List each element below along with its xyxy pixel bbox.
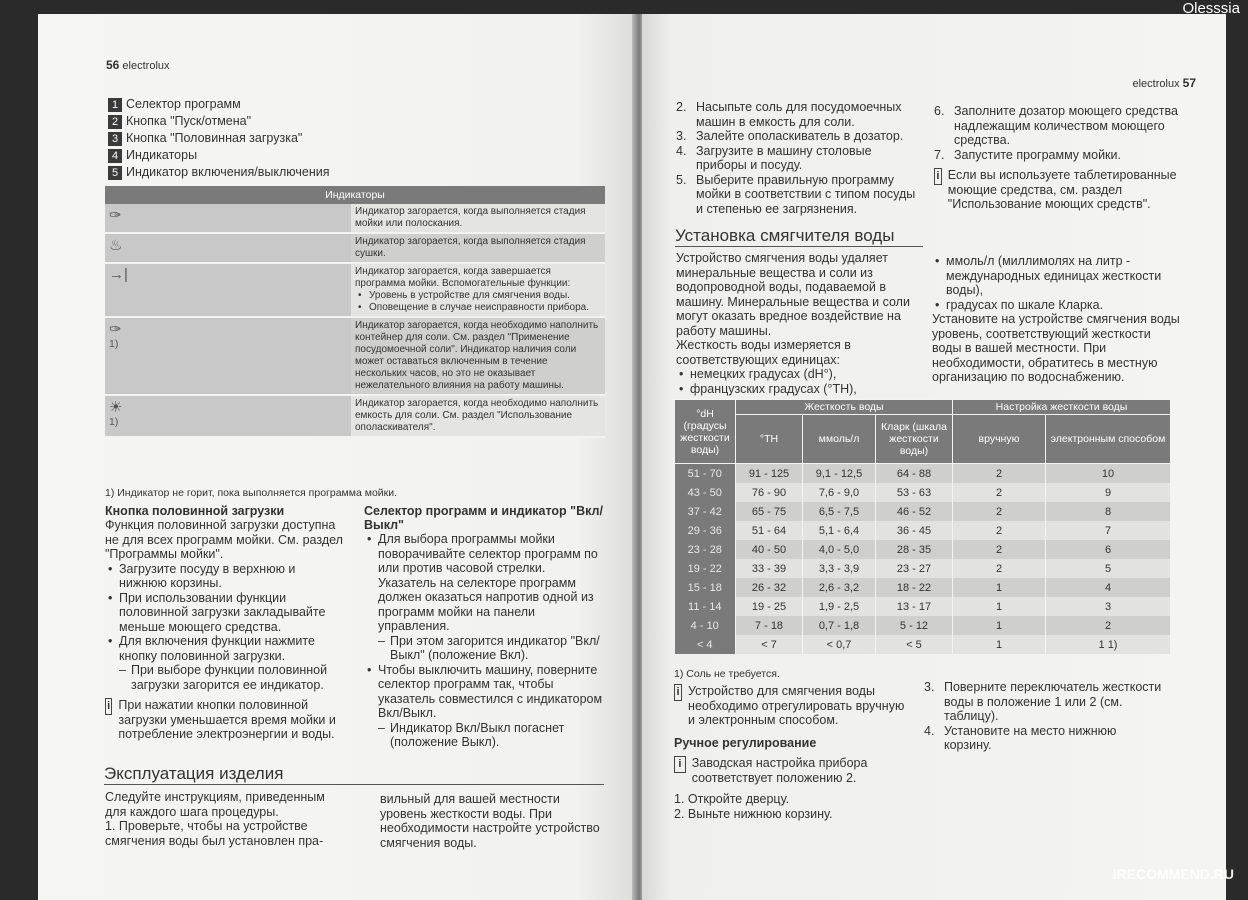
info-text: При нажатии кнопки половинной загрузки уменьшается время мойки и потребление электроэнергии и воды. — [118, 698, 336, 741]
indicator-icon-cell — [105, 263, 351, 317]
legend-label: Индикаторы — [126, 148, 198, 162]
step-text: Насыпьте соль для посудомоечных машин в емкость для соли. — [696, 100, 902, 129]
indicator-text: Индикатор загорается, когда выполняется стадия мойки или полоскания. — [355, 206, 586, 229]
table-cell: 4 — [1046, 578, 1171, 597]
site-watermark: iRECOMMEND.RU — [1112, 866, 1234, 882]
indicator-text: Индикатор загорается, когда выполняется стадия сушки. — [355, 236, 586, 259]
table-row — [675, 483, 1171, 502]
list-item: • Оповещение в случае неисправности прибора. — [369, 302, 601, 314]
col-electronic: электронным способом — [1046, 415, 1171, 464]
info-icon: i — [105, 698, 112, 715]
table-cell: 19 - 25 — [736, 597, 803, 616]
step-text: Выберите правильную программу мойки в соответствии с типом посуды и степенью ее загрязнения. — [696, 172, 916, 216]
indicator-text-cell — [351, 204, 605, 233]
table-row — [675, 559, 1171, 578]
table-cell: 1 — [953, 616, 1046, 635]
table-cell: 4 - 10 — [675, 616, 736, 635]
table-row — [105, 317, 605, 395]
legend-label: Индикатор включения/выключения — [126, 165, 330, 179]
indicator-text: Индикатор загорается, когда необходимо наполнить контейнер для соли. См. раздел "Применение посудомоечной соли". Индикатор наличия соли может оставаться включенным в течение нескольких часов, но это не оказывает нежелательного влияния на работу машины. — [355, 320, 599, 391]
table-cell: 76 - 90 — [736, 483, 803, 502]
dash-item: – При этом загорится индикатор "Вкл/Выкл" (положение Вкл). — [378, 634, 604, 663]
softener-left-col — [676, 251, 914, 396]
paragraph: Установите на устройстве смягчения воды уровень, соответствующий жесткости воды в вашей местности. При необходимости, обратитесь в местную организацию по водоснабжению. — [932, 312, 1180, 384]
step-number: 5. — [676, 172, 687, 187]
step — [934, 104, 1184, 148]
table-row — [105, 233, 605, 263]
indicator-icon: ✑ — [109, 321, 122, 338]
legend-label: Кнопка "Половинная загрузка" — [126, 131, 303, 145]
list-item: • ммоль/л (миллимолях на литр - международных единицах жесткости воды), — [946, 254, 1182, 298]
list-item: • При использовании функции половинной загрузки закладывайте меньше моющего средства. — [119, 591, 345, 635]
table-cell: 1,9 - 2,5 — [803, 597, 876, 616]
table-cell: 29 - 36 — [675, 521, 736, 540]
indicator-text-cell — [351, 317, 605, 395]
table-cell: 2 — [953, 464, 1046, 484]
list-item: • французских градусах (°TH), — [690, 382, 914, 397]
info-icon: i — [934, 168, 942, 185]
legend-item — [108, 113, 330, 130]
table-cell: < 7 — [736, 635, 803, 654]
table-cell: 9 — [1046, 483, 1171, 502]
table-cell: 40 - 50 — [736, 540, 803, 559]
table-cell: 3 — [1046, 597, 1171, 616]
table-cell: 7,6 - 9,0 — [803, 483, 876, 502]
indicator-icon-cell — [105, 233, 351, 263]
table-cell: 23 - 28 — [675, 540, 736, 559]
indicator-text: Индикатор загорается, когда необходимо наполнить емкость для соли. См. раздел "Использование ополаскивателя". — [355, 398, 599, 433]
left-page — [38, 14, 636, 900]
col-th: °TH — [736, 415, 803, 464]
info-text: Устройство для смягчения воды необходимо отрегулировать вручную и электронным способом. — [688, 684, 905, 727]
info-icon: i — [674, 756, 686, 773]
legend-label: Кнопка "Пуск/отмена" — [126, 114, 252, 128]
step-text: Загрузите в машину столовые приборы и посуду. — [696, 143, 872, 172]
operation-right-col: вильный для вашей местности уровень жесткости воды. При необходимости настройте устройство смягчения воды. — [380, 792, 600, 850]
right-page — [642, 14, 1226, 900]
table-row — [675, 578, 1171, 597]
table-cell: 2 — [1046, 616, 1171, 635]
step-number: 3. — [676, 129, 687, 143]
legend-number: 3 — [108, 132, 122, 146]
table-cell: 6 — [1046, 540, 1171, 559]
table-cell: 2 — [953, 502, 1046, 521]
table-cell: 23 - 27 — [876, 559, 953, 578]
bullet-list — [364, 663, 604, 721]
dash-item: – При выборе функции половинной загрузки загорится ее индикатор. — [119, 663, 345, 692]
paragraph: Жесткость воды измеряется в соответствующих единицах: — [676, 338, 851, 367]
step — [934, 148, 1184, 163]
step-number: 3. — [924, 680, 935, 694]
step — [924, 680, 1164, 724]
list-item: • Для выбора программы мойки поворачивайте селектор программ по или против часовой стрелки. Указатель на селекторе программ должен оказаться напротив одной из программ мойки на панели управления. — [378, 532, 604, 634]
indicator-icon-cell — [105, 204, 351, 233]
table-footnote: 1) Соль не требуется. — [674, 668, 780, 680]
legend-list — [108, 96, 330, 181]
table-cell: 51 - 64 — [736, 521, 803, 540]
bullet-list — [105, 562, 345, 664]
table-cell: < 5 — [876, 635, 953, 654]
legend-item — [108, 130, 330, 147]
indicators-table — [105, 186, 605, 438]
table-cell: 4,0 - 5,0 — [803, 540, 876, 559]
col-mmol: ммоль/л — [803, 415, 876, 464]
table-row — [675, 597, 1171, 616]
list-item: • немецких градусах (dH°), — [690, 367, 914, 382]
table-row — [105, 395, 605, 437]
list-item: • Чтобы выключить машину, поверните селектор программ так, чтобы указатель совместился с индикатором Вкл/Выкл. — [378, 663, 604, 721]
col-manual: вручную — [953, 415, 1046, 464]
steps-list — [674, 792, 914, 821]
selector-section — [364, 504, 604, 750]
table-row — [675, 464, 1171, 484]
table-cell: 11 - 14 — [675, 597, 736, 616]
brand: electrolux — [122, 60, 170, 72]
page-number: 56 — [106, 58, 120, 72]
table-cell: < 4 — [675, 635, 736, 654]
table-cell: 1 — [953, 635, 1046, 654]
indicator-icon: ♨ — [109, 237, 123, 254]
step — [676, 144, 921, 173]
legend-item — [108, 164, 330, 181]
indicator-note: 1) — [109, 338, 119, 350]
indicator-note: 1) — [109, 416, 119, 428]
table-cell: 2 — [953, 521, 1046, 540]
page-header-right — [1133, 76, 1197, 90]
table-cell: 43 - 50 — [675, 483, 736, 502]
step-number: 2. — [676, 100, 687, 114]
step-number: 6. — [934, 104, 945, 118]
indicator-icon: →| — [109, 266, 128, 283]
table-cell: 9,1 - 12,5 — [803, 464, 876, 484]
table-cell: 2 — [953, 483, 1046, 502]
legend-label: Селектор программ — [126, 97, 241, 111]
half-load-section — [105, 504, 345, 742]
page-header-left — [106, 58, 170, 72]
table-cell: 5,1 - 6,4 — [803, 521, 876, 540]
section-title: Селектор программ и индикатор "Вкл/Выкл" — [364, 504, 603, 532]
info-text: Если вы используете таблетированные моющие средства, см. раздел "Использование моющих средств". — [947, 168, 1177, 211]
table-cell: 37 - 42 — [675, 502, 736, 521]
steps-list — [676, 100, 921, 216]
info-note — [105, 698, 345, 742]
indicators-header: Индикаторы — [105, 186, 605, 204]
step-text: Поверните переключатель жесткости воды в положение 1 или 2 (см. таблицу). — [944, 680, 1162, 723]
table-row — [675, 616, 1171, 635]
operation-title: Эксплуатация изделия — [104, 764, 604, 785]
indicator-text-cell — [351, 233, 605, 263]
paragraph: Следуйте инструкциям, приведенным для каждого шага процедуры. — [105, 790, 325, 819]
indicator-text-cell — [351, 263, 605, 317]
table-cell: 18 - 22 — [876, 578, 953, 597]
indicator-text-cell — [351, 395, 605, 437]
step — [924, 724, 1164, 753]
step — [676, 100, 921, 129]
info-text: Заводская настройка прибора соответствует положению 2. — [691, 756, 868, 785]
table-cell: 53 - 63 — [876, 483, 953, 502]
list-item: • градусах по шкале Кларка. — [946, 298, 1182, 313]
dash-item: – Индикатор Вкл/Выкл погаснет (положение Выкл). — [378, 721, 604, 750]
brand: electrolux — [1132, 78, 1180, 90]
legend-item — [108, 96, 330, 113]
step: 2. Выньте нижнюю корзину. — [674, 806, 833, 821]
table-cell: 1 — [953, 597, 1046, 616]
step: 1. Проверьте, чтобы на устройстве смягчения воды был установлен пра- — [105, 819, 324, 848]
step: 1. Откройте дверцу. — [674, 792, 790, 806]
indicator-icon-cell — [105, 317, 351, 395]
table-row — [675, 502, 1171, 521]
step-number: 7. — [934, 147, 945, 162]
user-watermark: Olesssia — [1182, 0, 1240, 17]
table-row — [105, 263, 605, 317]
section-title: Кнопка половинной загрузки — [105, 504, 285, 518]
softener-right-col — [932, 254, 1182, 385]
step-number: 4. — [676, 143, 687, 158]
table-cell: 65 - 75 — [736, 502, 803, 521]
softener-title: Установка смягчителя воды — [675, 226, 923, 247]
table-cell: 10 — [1046, 464, 1171, 484]
table-cell: 19 - 22 — [675, 559, 736, 578]
list-item: • Загрузите посуду в верхнюю и нижнюю корзины. — [119, 562, 345, 591]
step-number: 4. — [924, 723, 935, 738]
list-item: • Для включения функции нажмите кнопку половинной загрузки. — [119, 634, 345, 663]
info-note — [934, 168, 1184, 212]
indicator-text: Индикатор загорается, когда завершается программа мойки. Вспомогательные функции: — [355, 266, 571, 289]
table-cell: 7 - 18 — [736, 616, 803, 635]
table-cell: 7 — [1046, 521, 1171, 540]
table-cell: 8 — [1046, 502, 1171, 521]
table-cell: 46 - 52 — [876, 502, 953, 521]
bullet-list — [355, 290, 601, 314]
legend-number: 1 — [108, 98, 122, 112]
step-text: Запустите программу мойки. — [954, 147, 1121, 162]
step-text: Залейте ополаскиватель в дозатор. — [696, 129, 904, 143]
table-row — [105, 204, 605, 233]
table-row — [675, 540, 1171, 559]
step — [676, 173, 921, 217]
table-cell: 5 - 12 — [876, 616, 953, 635]
indicator-icon: ☀ — [109, 399, 123, 416]
info-note — [674, 756, 914, 785]
info-note — [674, 684, 914, 728]
page-number: 57 — [1182, 76, 1196, 90]
step — [676, 129, 921, 144]
step-text: Установите на место нижнюю корзину. — [944, 723, 1117, 752]
steps-list — [934, 104, 1184, 162]
hardness-table — [674, 399, 1171, 654]
indicator-icon-cell — [105, 395, 351, 437]
table-cell: 33 - 39 — [736, 559, 803, 578]
legend-item — [108, 147, 330, 164]
group-setting: Настройка жесткости воды — [953, 400, 1171, 415]
legend-number: 4 — [108, 149, 122, 163]
table-row — [675, 635, 1171, 654]
table-cell: < 0,7 — [803, 635, 876, 654]
table-cell: 2 — [953, 559, 1046, 578]
bullet-list — [676, 367, 914, 396]
table-cell: 6,5 - 7,5 — [803, 502, 876, 521]
table-cell: 2,6 - 3,2 — [803, 578, 876, 597]
table-cell: 28 - 35 — [876, 540, 953, 559]
step-text: Заполните дозатор моющего средства надлежащим количеством моющего средства. — [954, 104, 1178, 147]
table-cell: 51 - 70 — [675, 464, 736, 484]
table-cell: 2 — [953, 540, 1046, 559]
table-cell: 26 - 32 — [736, 578, 803, 597]
table-cell: 91 - 125 — [736, 464, 803, 484]
legend-number: 5 — [108, 166, 122, 180]
table-cell: 36 - 45 — [876, 521, 953, 540]
table-row — [675, 521, 1171, 540]
list-item: • Уровень в устройстве для смягчения воды. — [369, 290, 601, 302]
footnote: 1) Индикатор не горит, пока выполняется программа мойки. — [105, 487, 398, 499]
manual-title: Ручное регулирование — [674, 736, 817, 750]
bullet-list — [932, 254, 1182, 312]
table-cell: 3,3 - 3,9 — [803, 559, 876, 578]
bullet-list — [364, 532, 604, 634]
indicator-icon: ✑ — [109, 207, 122, 224]
col-dh: °dH (градусы жесткости воды) — [675, 400, 736, 464]
legend-number: 2 — [108, 115, 122, 129]
table-cell: 64 - 88 — [876, 464, 953, 484]
col-clark: Кларк (шкала жесткости воды) — [876, 415, 953, 464]
table-cell: 5 — [1046, 559, 1171, 578]
info-icon: i — [674, 684, 682, 701]
table-cell: 13 - 17 — [876, 597, 953, 616]
table-cell: 0,7 - 1,8 — [803, 616, 876, 635]
operation-left-col — [105, 790, 345, 848]
steps-list — [924, 680, 1164, 753]
table-cell: 1 1) — [1046, 635, 1171, 654]
table-cell: 1 — [953, 578, 1046, 597]
table-cell: 15 - 18 — [675, 578, 736, 597]
paragraph: Функция половинной загрузки доступна не для всех программ мойки. См. раздел "Программы мойки". — [105, 518, 343, 561]
group-hardness: Жесткость воды — [736, 400, 953, 415]
paragraph: Устройство смягчения воды удаляет минеральные вещества и соли из водопроводной воды, подаваемой в машину. Минеральные вещества и соли могут оказать вредное воздействие на работу машины. — [676, 251, 910, 338]
